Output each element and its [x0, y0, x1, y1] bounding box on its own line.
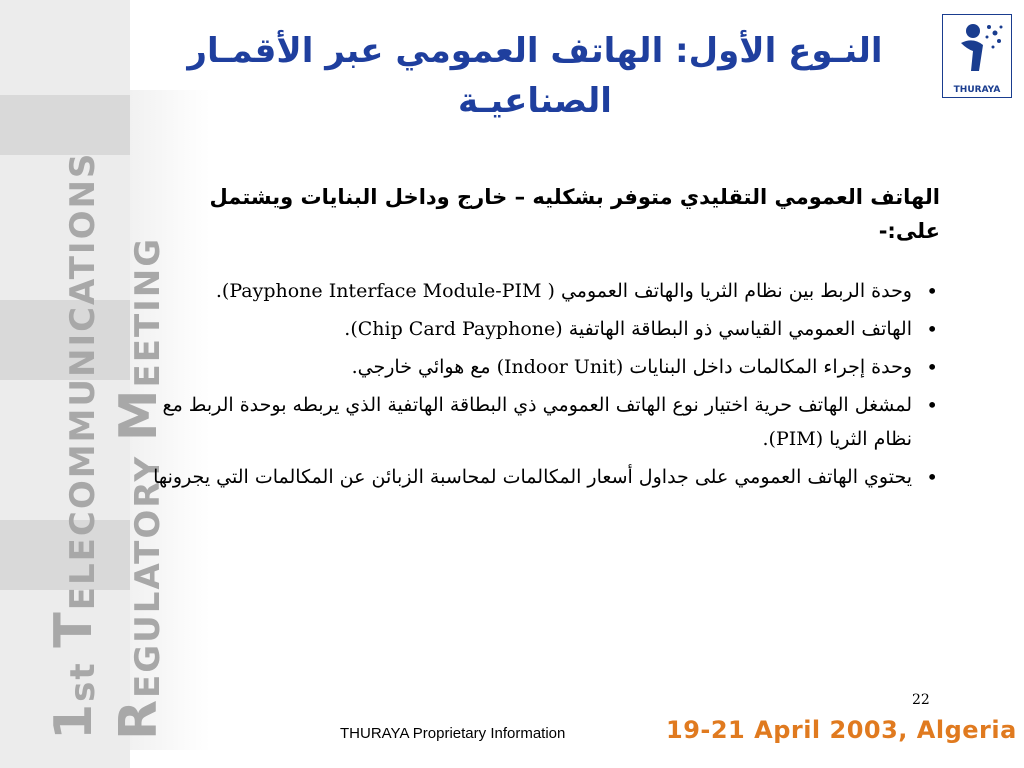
- sidebar-superscript: st: [63, 661, 103, 702]
- bullet-icon: •: [926, 317, 938, 341]
- logo-text: THURAYA: [953, 85, 1001, 95]
- bullet-item: [130, 312, 940, 346]
- footer-proprietary-info: THURAYA Proprietary Information: [340, 725, 566, 742]
- sidebar-letter-r: R: [109, 697, 169, 740]
- bullet-item: [130, 350, 940, 384]
- slide-title: النـوع الأول: الهاتف العمومي عبر الأقمـار الصناعيـة: [187, 31, 883, 121]
- intro-paragraph: الهاتف العمومي التقليدي متوفر بشكليه – خارج وداخل البنايات ويشتمل على:-: [209, 185, 940, 243]
- thuraya-logo-icon: [943, 15, 1011, 81]
- sidebar-number: 1: [44, 701, 104, 740]
- bullet-item: [130, 460, 940, 494]
- bullet-icon: •: [926, 465, 938, 489]
- bullet-icon: •: [926, 279, 938, 303]
- bullet-list: [130, 274, 940, 494]
- bullet-item: [130, 274, 940, 308]
- sidebar-letter-t: T: [44, 610, 104, 648]
- page-number: 22: [912, 692, 930, 708]
- sidebar-word-meeting: EETING: [128, 236, 168, 388]
- sidebar-word-telecommunications: ELECOMMUNICATIONS: [63, 151, 103, 611]
- sidebar-letter-m: M: [109, 387, 169, 442]
- event-name-vertical-line1: [40, 0, 104, 740]
- bullet-icon: •: [926, 393, 938, 417]
- bullet-icon: •: [926, 355, 938, 379]
- bullet-text: وحدة الربط بين نظام الثريا والهاتف العمومي ( Payphone Interface Module-PIM).: [215, 280, 912, 302]
- sidebar-word-regulatory: EGULATORY: [128, 454, 168, 698]
- bullet-item: [130, 388, 940, 456]
- footer-event-date: 19-21 April 2003, Algeria: [666, 716, 1017, 744]
- thuraya-logo: [942, 14, 1012, 98]
- bullet-text: لمشغل الهاتف حرية اختيار نوع الهاتف العمومي ذي البطاقة الهاتفية الذي يربطه بوحدة الربط مع نظام الثريا (PIM).: [162, 394, 912, 450]
- bullet-text: الهاتف العمومي القياسي ذو البطاقة الهاتفية (Chip Card Payphone).: [344, 318, 912, 340]
- bullet-text: يحتوي الهاتف العمومي على جداول أسعار المكالمات لمحاسبة الزبائن عن المكالمات التي يجرونها: [153, 466, 912, 488]
- bullet-text: وحدة إجراء المكالمات داخل البنايات (Indoor Unit) مع هوائي خارجي.: [351, 356, 912, 378]
